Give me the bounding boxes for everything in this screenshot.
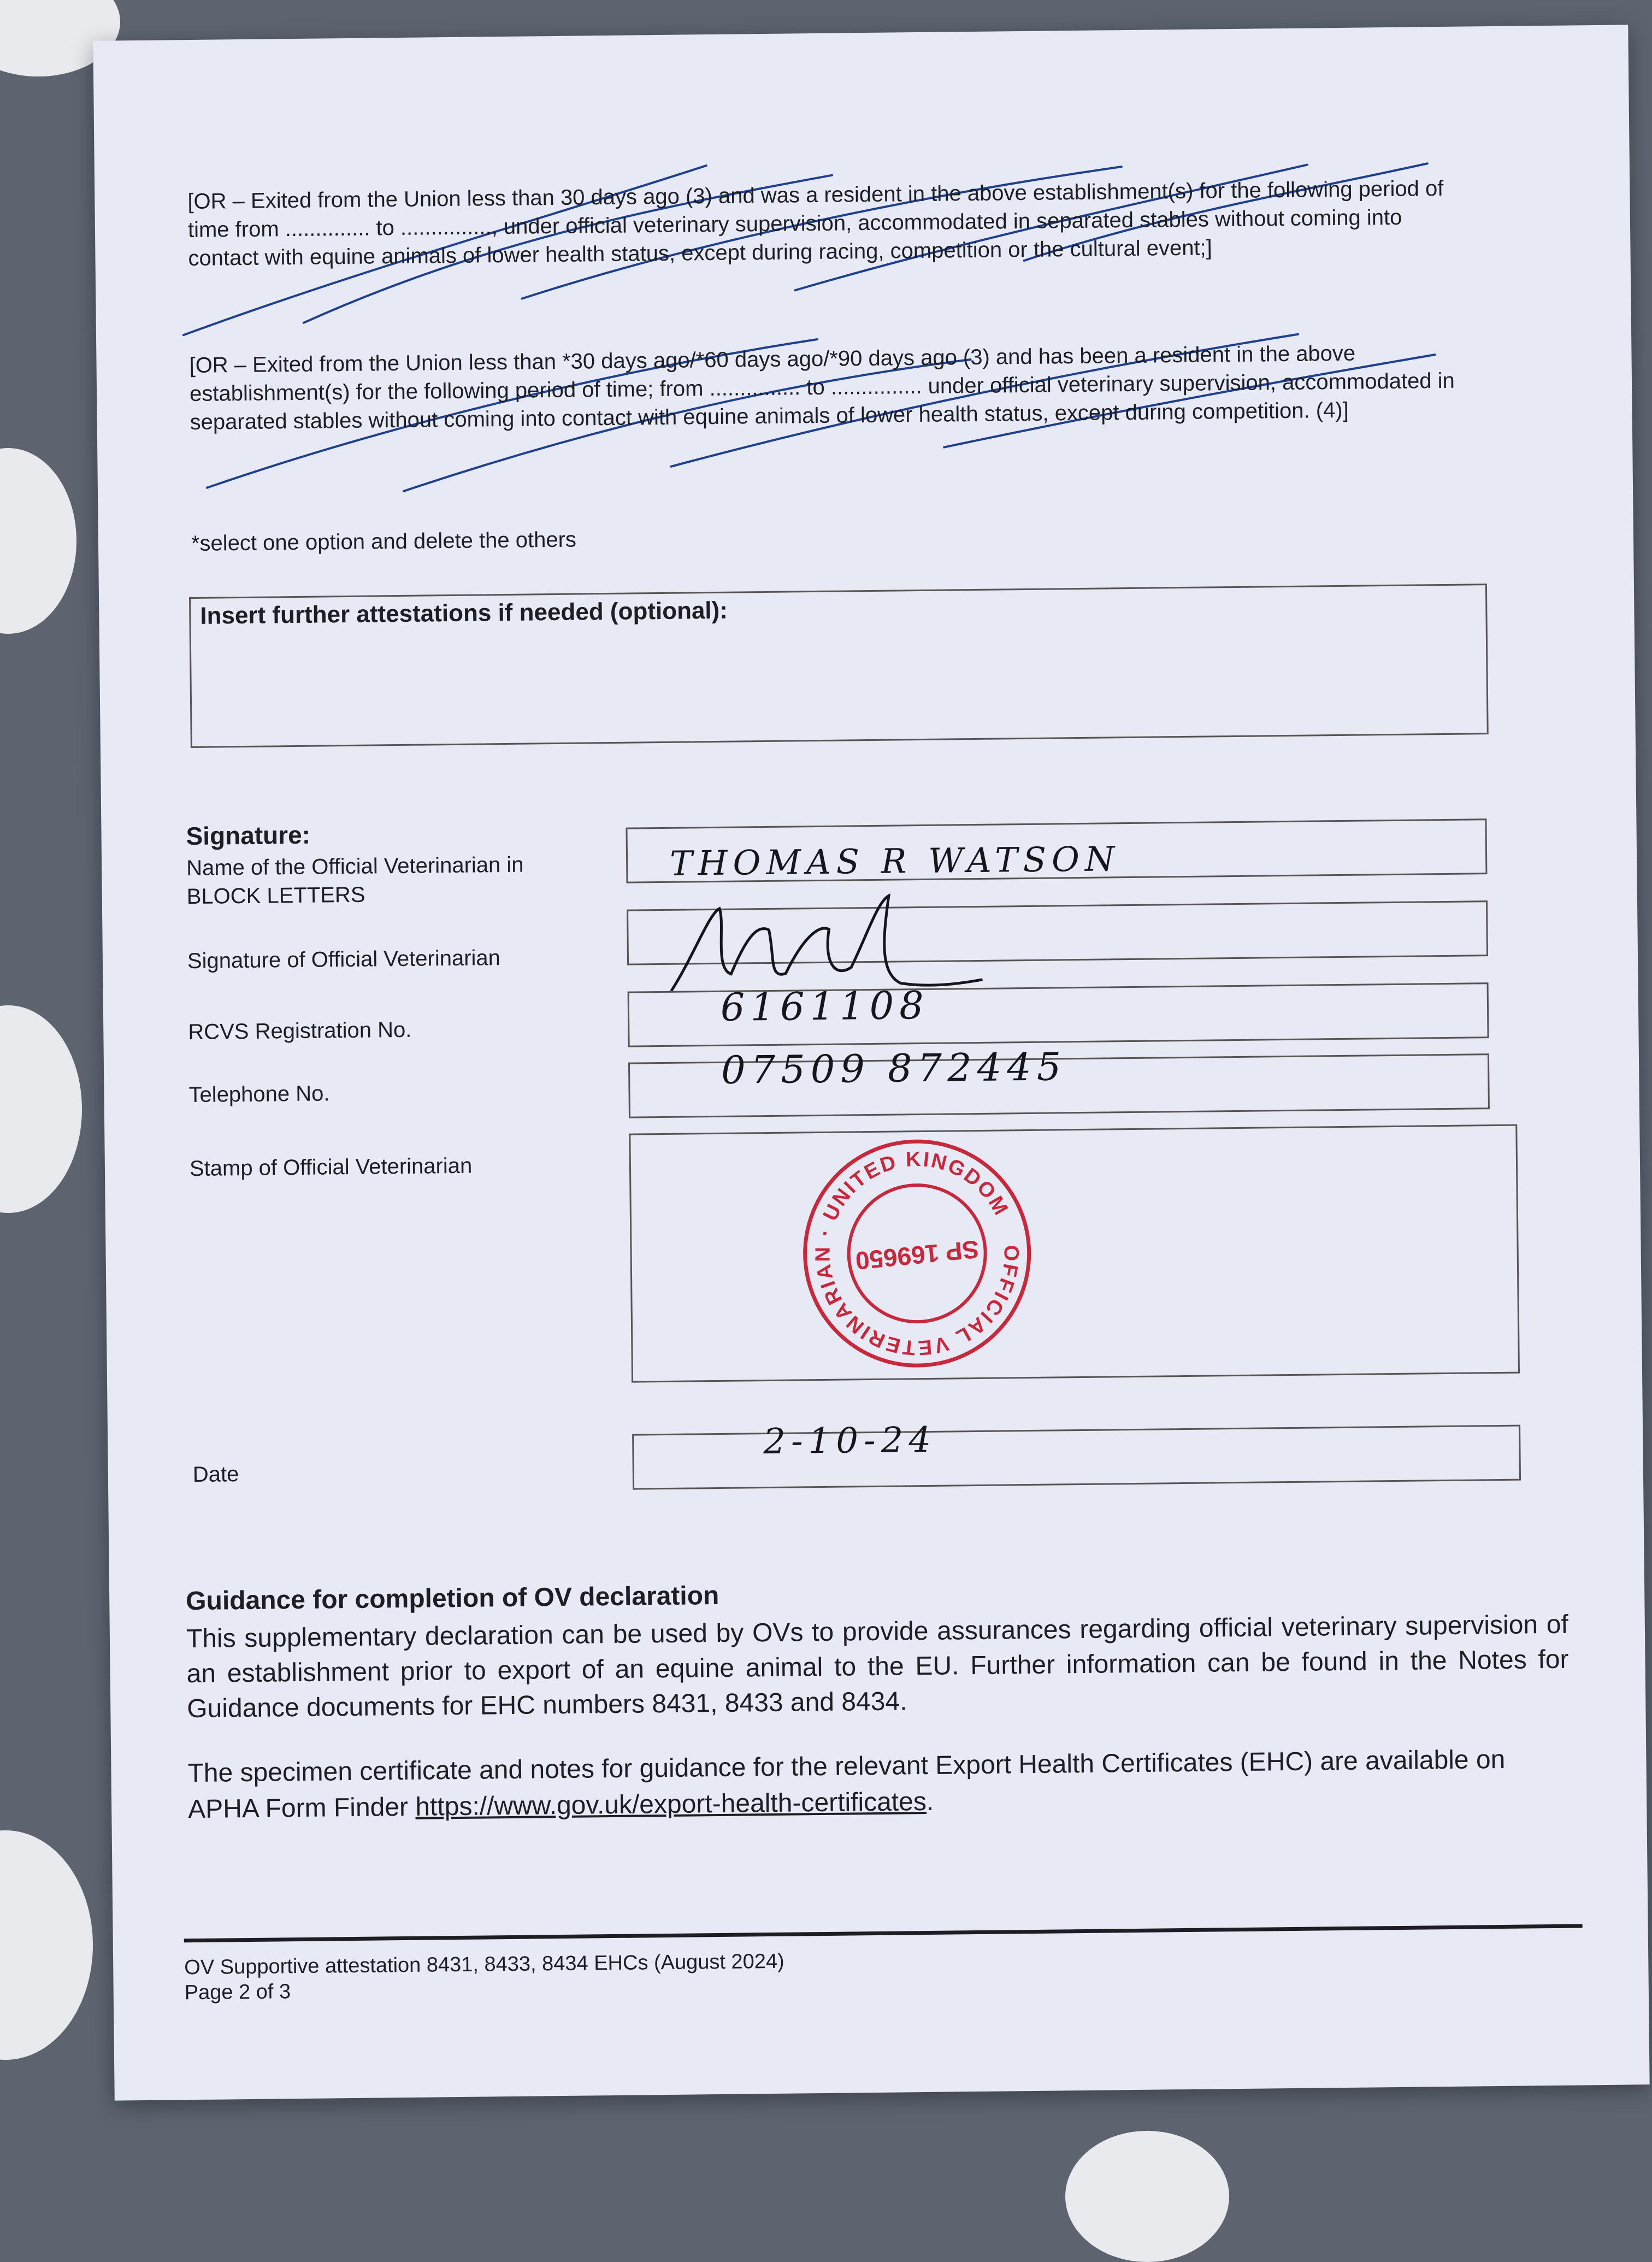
- form-finder-link[interactable]: https://www.gov.uk/export-health-certificates: [415, 1787, 927, 1822]
- stamp-ring-text: OFFICIAL VETERINARIAN · UNITED KINGDOM: [811, 1147, 1023, 1359]
- footer-divider: [184, 1924, 1583, 1942]
- guidance-text: This supplementary declaration can be used by OVs to provide assurances regarding official veterinary supervision of an establishment prior to export of an equine animal to the EU. Further information can be found in the Notes for Guidance documents for EHC numbers 8431, 8433 and 8434.: [186, 1610, 1569, 1724]
- attestation-paragraph-a: [OR – Exited from the Union less than 30 days ago (3) and was a resident in the above establishment(s) for the following period of time from .............. to ..............., under official veterinary supervision, accommodated in separated stables without coming into contact with equine animals of lower health status, except during racing, competition or the cultural event;]: [187, 176, 1444, 271]
- name-handwritten: THOMAS R WATSON: [669, 839, 1120, 883]
- specimen-text: The specimen certificate and notes for guidance for the relevant Export Health Certificates (EHC) are available on APHA Form Finder: [187, 1745, 1506, 1824]
- further-attestations-label: Insert further attestations if needed (optional):: [200, 597, 728, 629]
- footer-page-number: Page 2 of 3: [184, 1980, 291, 2005]
- background-dot: [0, 1005, 82, 1213]
- guidance-title: Guidance for completion of OV declaration: [185, 1581, 719, 1616]
- telephone-handwritten: 07509 872445: [721, 1044, 1067, 1093]
- background-dot: [1065, 2131, 1229, 2262]
- background-dot: [0, 448, 76, 634]
- document-page: [93, 25, 1649, 2100]
- rcvs-label: RCVS Registration No.: [188, 1017, 412, 1045]
- select-option-note: *select one option and delete the others: [191, 527, 577, 556]
- footer: [184, 1949, 784, 2005]
- official-veterinarian-stamp: [798, 1135, 1035, 1372]
- stamp-center-number: SP 169650: [854, 1235, 981, 1276]
- date-handwritten: 2-10-24: [763, 1419, 937, 1463]
- date-label: Date: [192, 1462, 239, 1487]
- stamp-label: Stamp of Official Veterinarian: [189, 1153, 473, 1181]
- specimen-period: .: [926, 1787, 934, 1817]
- background-dot: [0, 1830, 93, 2060]
- stamp-field[interactable]: [629, 1124, 1520, 1383]
- strike-through-marks: [93, 25, 1633, 587]
- signature-heading: Signature:: [186, 820, 311, 851]
- rcvs-handwritten: 6161108: [720, 982, 930, 1030]
- footer-title: OV Supportive attestation 8431, 8433, 8434 EHCs (August 2024): [184, 1949, 784, 1980]
- signature-label: Signature of Official Veterinarian: [187, 946, 501, 974]
- specimen-paragraph: [187, 1741, 1570, 1828]
- telephone-label: Telephone No.: [188, 1081, 330, 1108]
- name-label: Name of the Official Veterinarian in BLOCK LETTERS: [186, 852, 524, 909]
- attestation-paragraph-b: [OR – Exited from the Union less than *30 days ago/*60 days ago/*90 days ago (3) and has been a resident in the above establishment(s) for the following period of time; from ............... to ............... under official veterinary supervision, accommodated in separated stables without coming into contact with equine animals of lower health status, except during competition. (4)]: [189, 341, 1455, 434]
